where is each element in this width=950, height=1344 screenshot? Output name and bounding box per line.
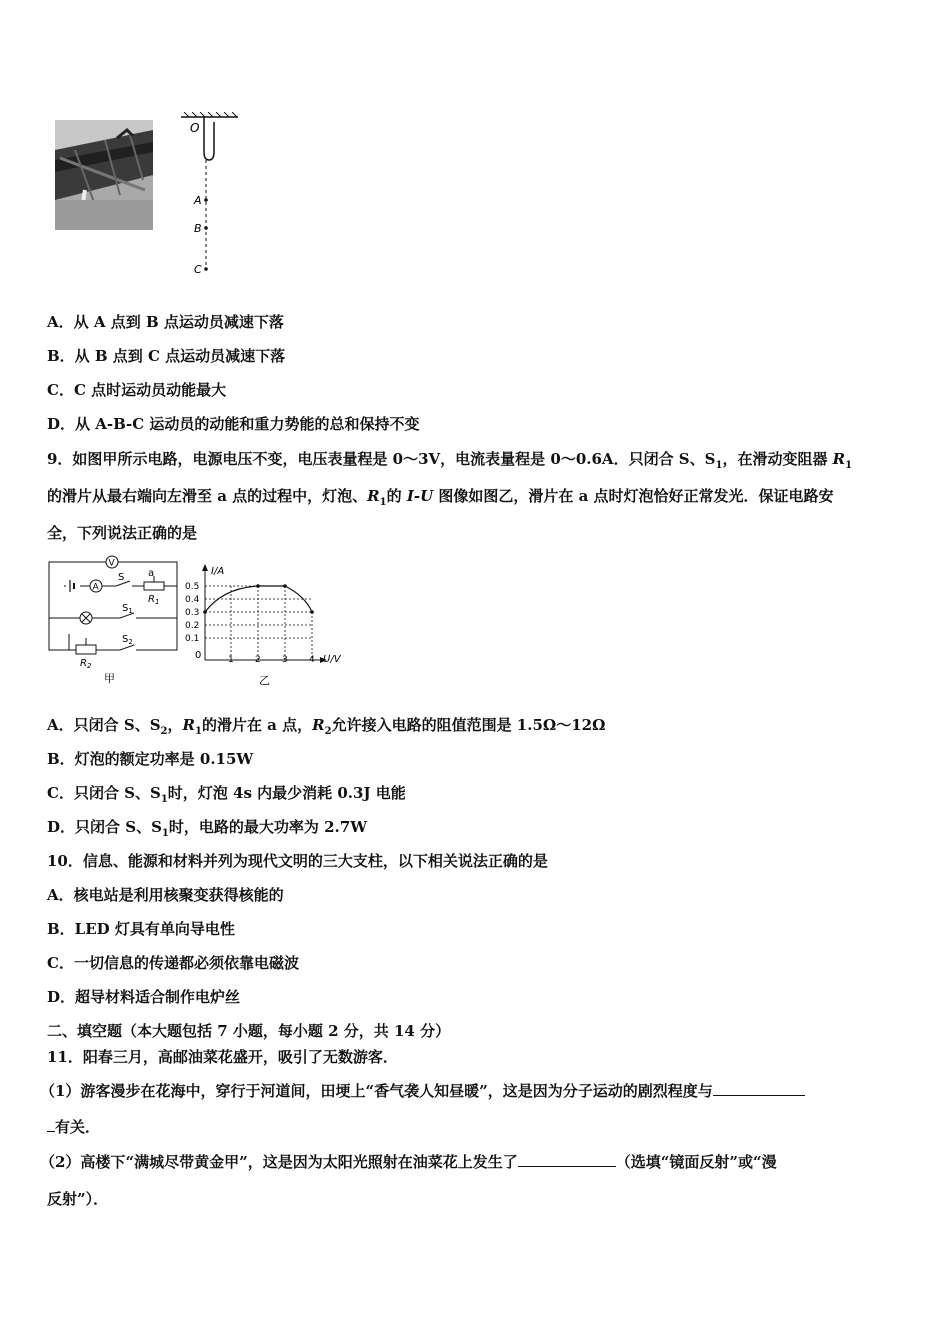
q10-stem: 10．信息、能源和材料并列为现代文明的三大支柱，以下相关说法正确的是 <box>47 852 548 870</box>
y-tick-0.1: 0.1 <box>185 634 200 644</box>
r1-label: $R_1$ <box>148 594 160 606</box>
graph-caption: 乙 <box>259 674 270 687</box>
label-b: B <box>194 222 202 235</box>
bungee-photo <box>55 120 153 230</box>
rheostat-r2-icon <box>76 645 96 654</box>
x-axis-label: U/V <box>323 654 341 665</box>
y-tick-0.2: 0.2 <box>185 621 200 631</box>
x-tick-1: 1 <box>228 655 234 665</box>
q11-part2-line1: （2）高楼下“满城尽带黄金甲”，这是因为太阳光照射在油菜花上发生了 （选填“镜面反射”或“漫 <box>40 1153 777 1171</box>
rheostat-r1-icon <box>144 582 164 590</box>
q8-option-b: B．从 B 点到 C 点运动员减速下落 <box>47 347 286 365</box>
circuit-caption: 甲 <box>104 672 115 685</box>
ammeter-label: A <box>92 582 99 593</box>
label-a: A <box>194 194 202 207</box>
q11-part1-line1: （1）游客漫步在花海中，穿行于河道间，田埂上“香气袭人知昼暖”，这是因为分子运动的剧烈程度与 <box>40 1080 805 1101</box>
q11-stem: 11．阳春三月，高邮油菜花盛开，吸引了无数游客． <box>47 1048 398 1066</box>
q10-option-c: C．一切信息的传递都必须依靠电磁波 <box>47 954 299 972</box>
point-a-label: a <box>148 568 155 579</box>
switch-s2-label: $S_2$ <box>122 634 133 646</box>
y-tick-0.4: 0.4 <box>185 595 200 605</box>
q9-option-b: B．灯泡的额定功率是 0.15W <box>47 750 254 768</box>
q11-part2-line2: 反射”）． <box>47 1190 109 1208</box>
q9-option-a: A．只闭合 S、$S_2$，$R_1$的滑片在 a 点，$R_2$允许接入电路的阻值范围是 1.5Ω～12Ω <box>47 716 606 737</box>
q10-option-d: D．超导材料适合制作电炉丝 <box>47 988 241 1006</box>
q11-part1-line2: 有关． <box>47 1116 100 1137</box>
y-tick-0.5: 0.5 <box>185 582 200 592</box>
answer-blank-2[interactable] <box>518 1151 616 1167</box>
label-o: O <box>190 121 200 135</box>
x-tick-4: 4 <box>309 655 315 665</box>
x-tick-3: 3 <box>282 655 288 665</box>
q9-stem-line2: 的滑片从最右端向左滑至 a 点的过程中，灯泡、$R_1$的 I-U 图像如图乙，滑片在 a 点时灯泡恰好正常发光．保证电路安 <box>47 487 834 508</box>
q10-option-a: A．核电站是利用核聚变获得核能的 <box>47 886 284 904</box>
iu-graph <box>183 560 353 688</box>
q8-option-c: C．C 点时运动员动能最大 <box>47 381 227 399</box>
x-tick-2: 2 <box>255 655 261 665</box>
q9-option-d: D．只闭合 S、$S_1$时，电路的最大功率为 2.7W <box>47 818 368 839</box>
q8-option-d: D．从 A-B-C 运动员的动能和重力势能的总和保持不变 <box>47 415 420 433</box>
label-c: C <box>194 263 202 276</box>
circuit-diagram <box>44 552 184 687</box>
q9-stem-line3: 全，下列说法正确的是 <box>47 524 198 542</box>
q10-option-b: B．LED 灯具有单向导电性 <box>47 920 235 938</box>
q9-option-c: C．只闭合 S、$S_1$时，灯泡 4s 内最少消耗 0.3J 电能 <box>47 784 406 805</box>
section-heading: 二、填空题（本大题包括 7 小题，每小题 2 分，共 14 分） <box>47 1022 451 1040</box>
switch-s1-label: $S_1$ <box>122 603 133 615</box>
switch-s-label: S <box>118 572 125 583</box>
origin-label: 0 <box>195 650 202 661</box>
r2-label: $R_2$ <box>80 658 92 670</box>
q8-option-a: A．从 A 点到 B 点运动员减速下落 <box>47 313 284 331</box>
y-tick-0.3: 0.3 <box>185 608 200 618</box>
y-axis-label: I/A <box>211 566 225 577</box>
q9-stem-line1: 9．如图甲所示电路，电源电压不变，电压表量程是 0～3V，电流表量程是 0～0.6A．只闭合 S、$S_1$，在滑动变阻器 $R_1$ <box>47 450 853 471</box>
answer-blank-1-cont[interactable] <box>47 1116 55 1132</box>
bungee-diagram <box>176 112 246 277</box>
voltmeter-label: V <box>108 558 115 569</box>
answer-blank-1[interactable] <box>713 1080 805 1096</box>
